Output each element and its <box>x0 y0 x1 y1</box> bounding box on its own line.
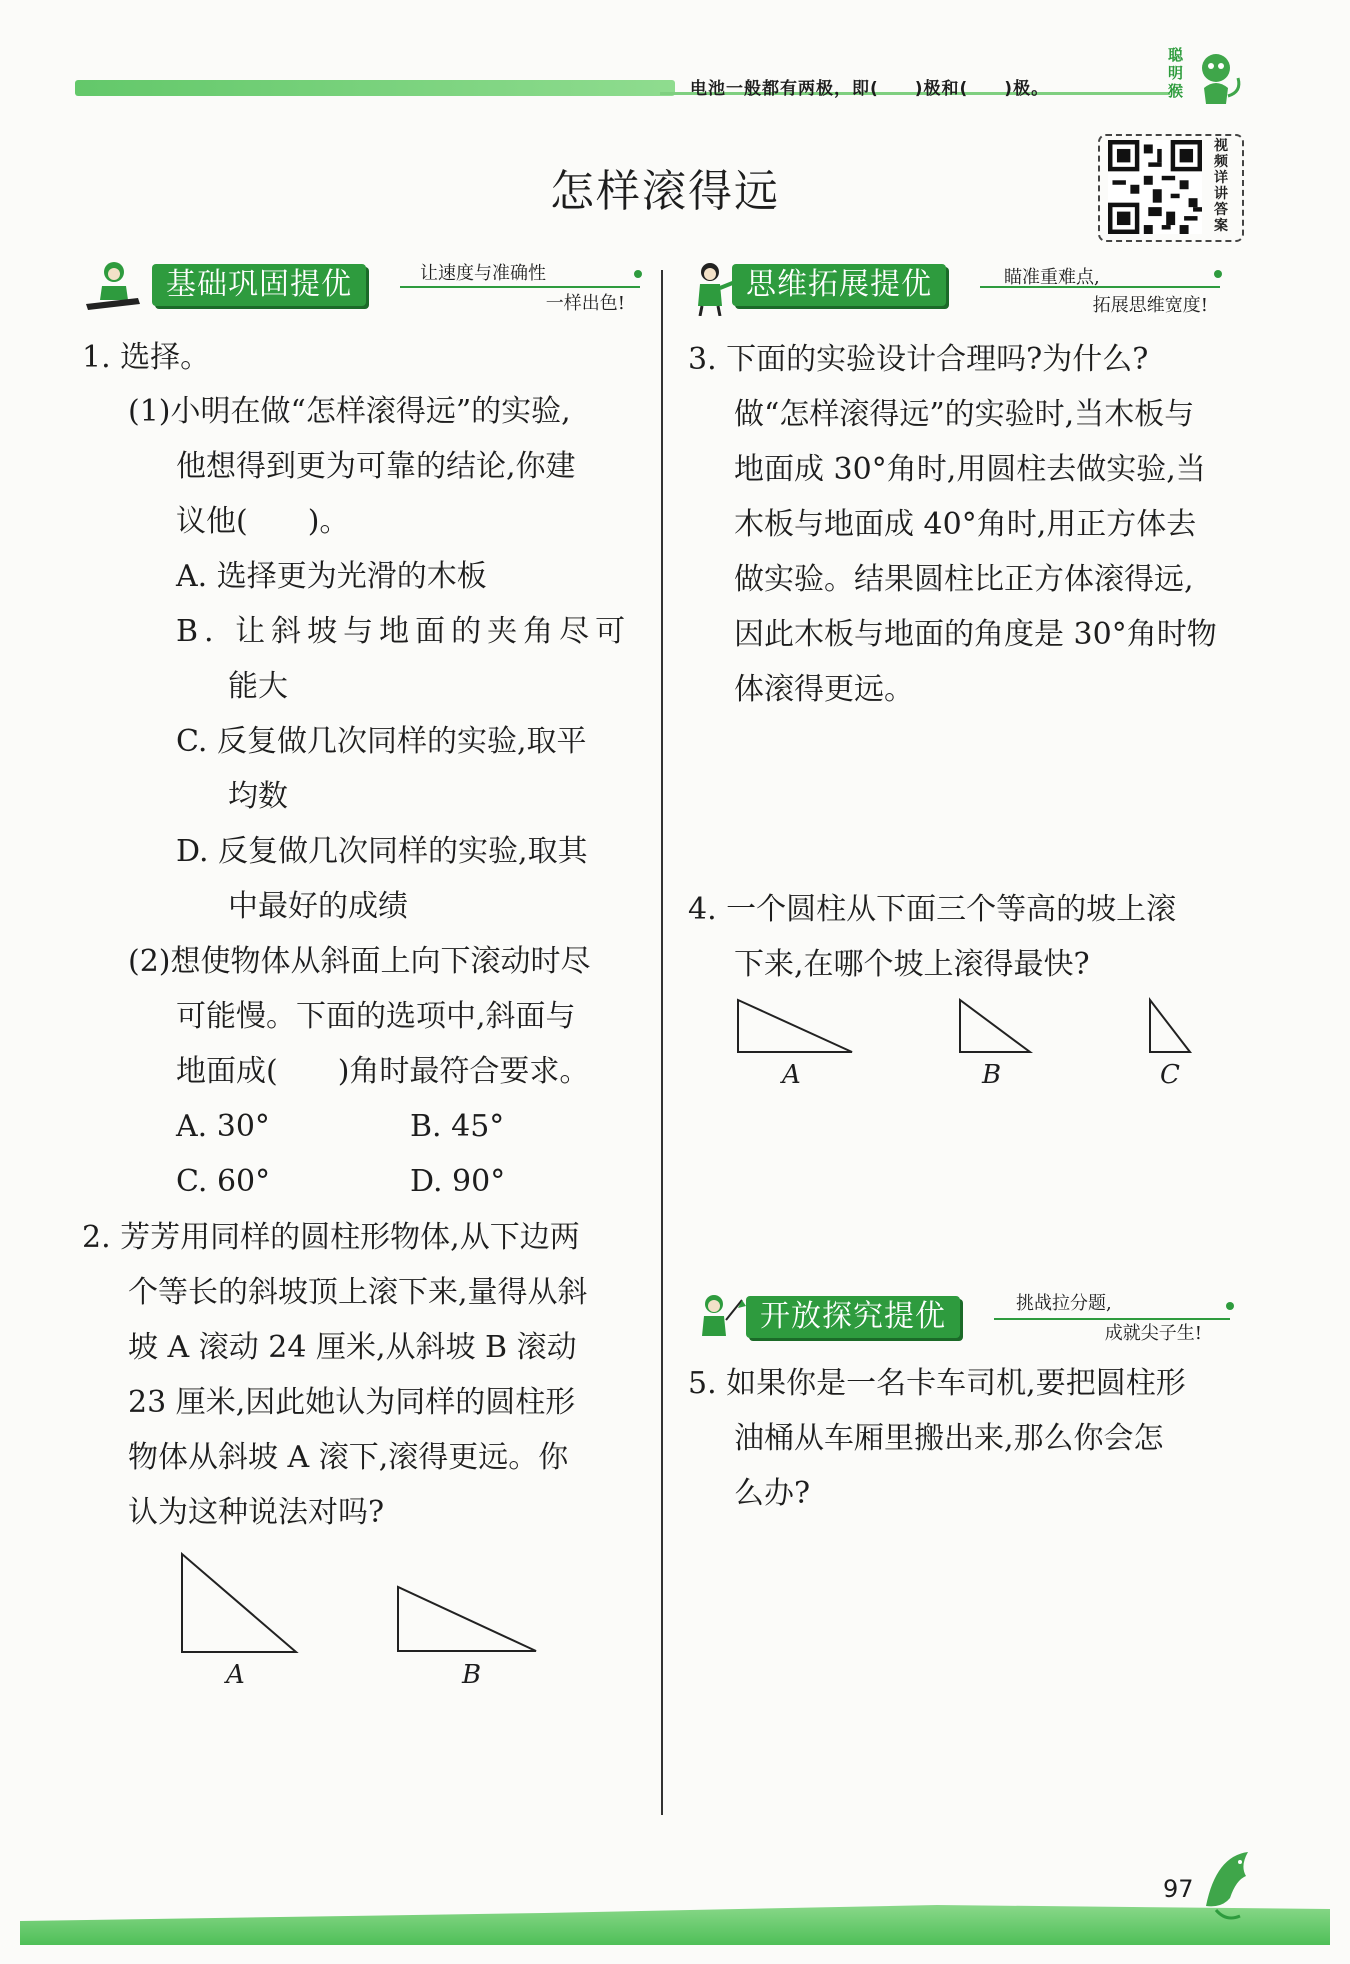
q3-line2: 做“怎样滚得远”的实验时,当木板与 <box>734 397 1195 432</box>
q1-option-a: A. 选择更为光滑的木板 <box>176 559 487 594</box>
q1-part2-option-a: A. 30° <box>176 1109 270 1144</box>
section-basic-title: 基础巩固提优 <box>152 264 366 306</box>
section-thinking-slogan-2: 拓展思维宽度! <box>1092 295 1208 316</box>
q1-part2-line1: (2)想使物体从斜面上向下滚动时尽 <box>128 944 591 979</box>
q4-slope-a-triangle <box>736 998 856 1056</box>
q3-line6: 因此木板与地面的角度是 30°角时物 <box>734 617 1217 652</box>
q1-part1-line3: 议他( )。 <box>176 504 350 539</box>
dolphin-icon <box>1196 1846 1266 1926</box>
q2-line4: 23 厘米,因此她认为同样的圆柱形 <box>128 1385 576 1420</box>
section-basic-dot <box>634 270 642 278</box>
q4-slope-b-label: B <box>982 1060 1002 1090</box>
section-thinking-title: 思维拓展提优 <box>732 264 946 306</box>
q5-line1: 5. 如果你是一名卡车司机,要把圆柱形 <box>688 1366 1186 1401</box>
q1-part2-option-b: B. 45° <box>410 1109 505 1144</box>
q4-line2: 下来,在哪个坡上滚得最快? <box>734 947 1090 982</box>
q2-line3: 坡 A 滚动 24 厘米,从斜坡 B 滚动 <box>128 1330 577 1365</box>
column-divider <box>661 270 663 1815</box>
q1-option-d-line2: 中最好的成绩 <box>228 889 408 924</box>
bottom-wave-stripe <box>20 1905 1330 1945</box>
q2-line2: 个等长的斜坡顶上滚下来,量得从斜 <box>128 1275 588 1310</box>
q2-slope-b-label: B <box>462 1660 482 1690</box>
qr-label: 视频详讲答案 <box>1214 138 1228 234</box>
monkey-mascot-icon <box>1190 48 1246 108</box>
q2-slope-a-triangle <box>180 1552 300 1656</box>
section-open-slogan-2: 成就尖子生! <box>1104 1323 1202 1344</box>
q1-option-b-line2: 能大 <box>228 669 288 704</box>
q4-slope-c-triangle <box>1148 998 1194 1056</box>
q2-line5: 物体从斜坡 A 滚下,滚得更远。你 <box>128 1440 569 1475</box>
section-open-title: 开放探究提优 <box>746 1296 960 1338</box>
q2-slope-b-triangle <box>396 1585 540 1655</box>
q1-part2-option-c: C. 60° <box>176 1164 271 1199</box>
q5-line3: 么办? <box>734 1476 811 1511</box>
section-open-dot <box>1226 1302 1234 1310</box>
section-basic-slogan-1: 让速度与准确性 <box>420 263 546 284</box>
section-basic-slogan-2: 一样出色! <box>545 293 625 314</box>
qr-code-icon[interactable] <box>1108 140 1202 234</box>
section-thinking-dot <box>1214 270 1222 278</box>
q1-stem: 1. 选择。 <box>82 340 211 375</box>
q2-line6: 认为这种说法对吗? <box>128 1495 385 1530</box>
top-stripe <box>75 80 675 96</box>
q3-line4: 木板与地面成 40°角时,用正方体去 <box>734 507 1197 542</box>
page-number: 97 <box>1163 1875 1194 1903</box>
page-title: 怎样滚得远 <box>550 166 780 217</box>
section-open-slogan-1: 挑战拉分题, <box>1016 1293 1112 1314</box>
kid-with-flag-icon <box>688 1290 748 1346</box>
q3-line5: 做实验。结果圆柱比正方体滚得远, <box>734 562 1194 597</box>
q3-line1: 3. 下面的实验设计合理吗?为什么? <box>688 342 1149 377</box>
q1-part1-line1: (1)小明在做“怎样滚得远”的实验, <box>128 394 571 429</box>
q4-line1: 4. 一个圆柱从下面三个等高的坡上滚 <box>688 892 1177 927</box>
q1-part2-option-d: D. 90° <box>410 1164 506 1199</box>
kid-on-skateboard-icon <box>82 258 142 314</box>
q3-line7: 体滚得更远。 <box>734 672 914 707</box>
q1-part1-line2: 他想得到更为可靠的结论,你建 <box>176 449 576 484</box>
section-thinking-slogan-1: 瞄准重难点, <box>1004 267 1100 288</box>
q2-line1: 2. 芳芳用同样的圆柱形物体,从下边两 <box>82 1220 580 1255</box>
q1-option-b-line1: B. 让斜坡与地面的夹角尽可 <box>176 614 632 649</box>
q4-slope-a-label: A <box>782 1060 801 1090</box>
q1-option-d-line1: D. 反复做几次同样的实验,取其 <box>176 834 588 869</box>
q2-slope-a-label: A <box>226 1660 245 1690</box>
q1-part2-line3: 地面成( )角时最符合要求。 <box>176 1054 590 1089</box>
q1-option-c-line1: C. 反复做几次同样的实验,取平 <box>176 724 587 759</box>
q4-slope-c-label: C <box>1160 1060 1180 1090</box>
q3-line3: 地面成 30°角时,用圆柱去做实验,当 <box>734 452 1206 487</box>
q1-part2-line2: 可能慢。下面的选项中,斜面与 <box>176 999 576 1034</box>
header-tip: 电池一般都有两极，即( )极和( )极。 <box>690 79 1050 99</box>
q5-line2: 油桶从车厢里搬出来,那么你会怎 <box>734 1421 1164 1456</box>
q4-slope-b-triangle <box>958 998 1034 1056</box>
q1-option-c-line2: 均数 <box>228 779 288 814</box>
brand-text: 聪明猴 <box>1168 46 1184 100</box>
